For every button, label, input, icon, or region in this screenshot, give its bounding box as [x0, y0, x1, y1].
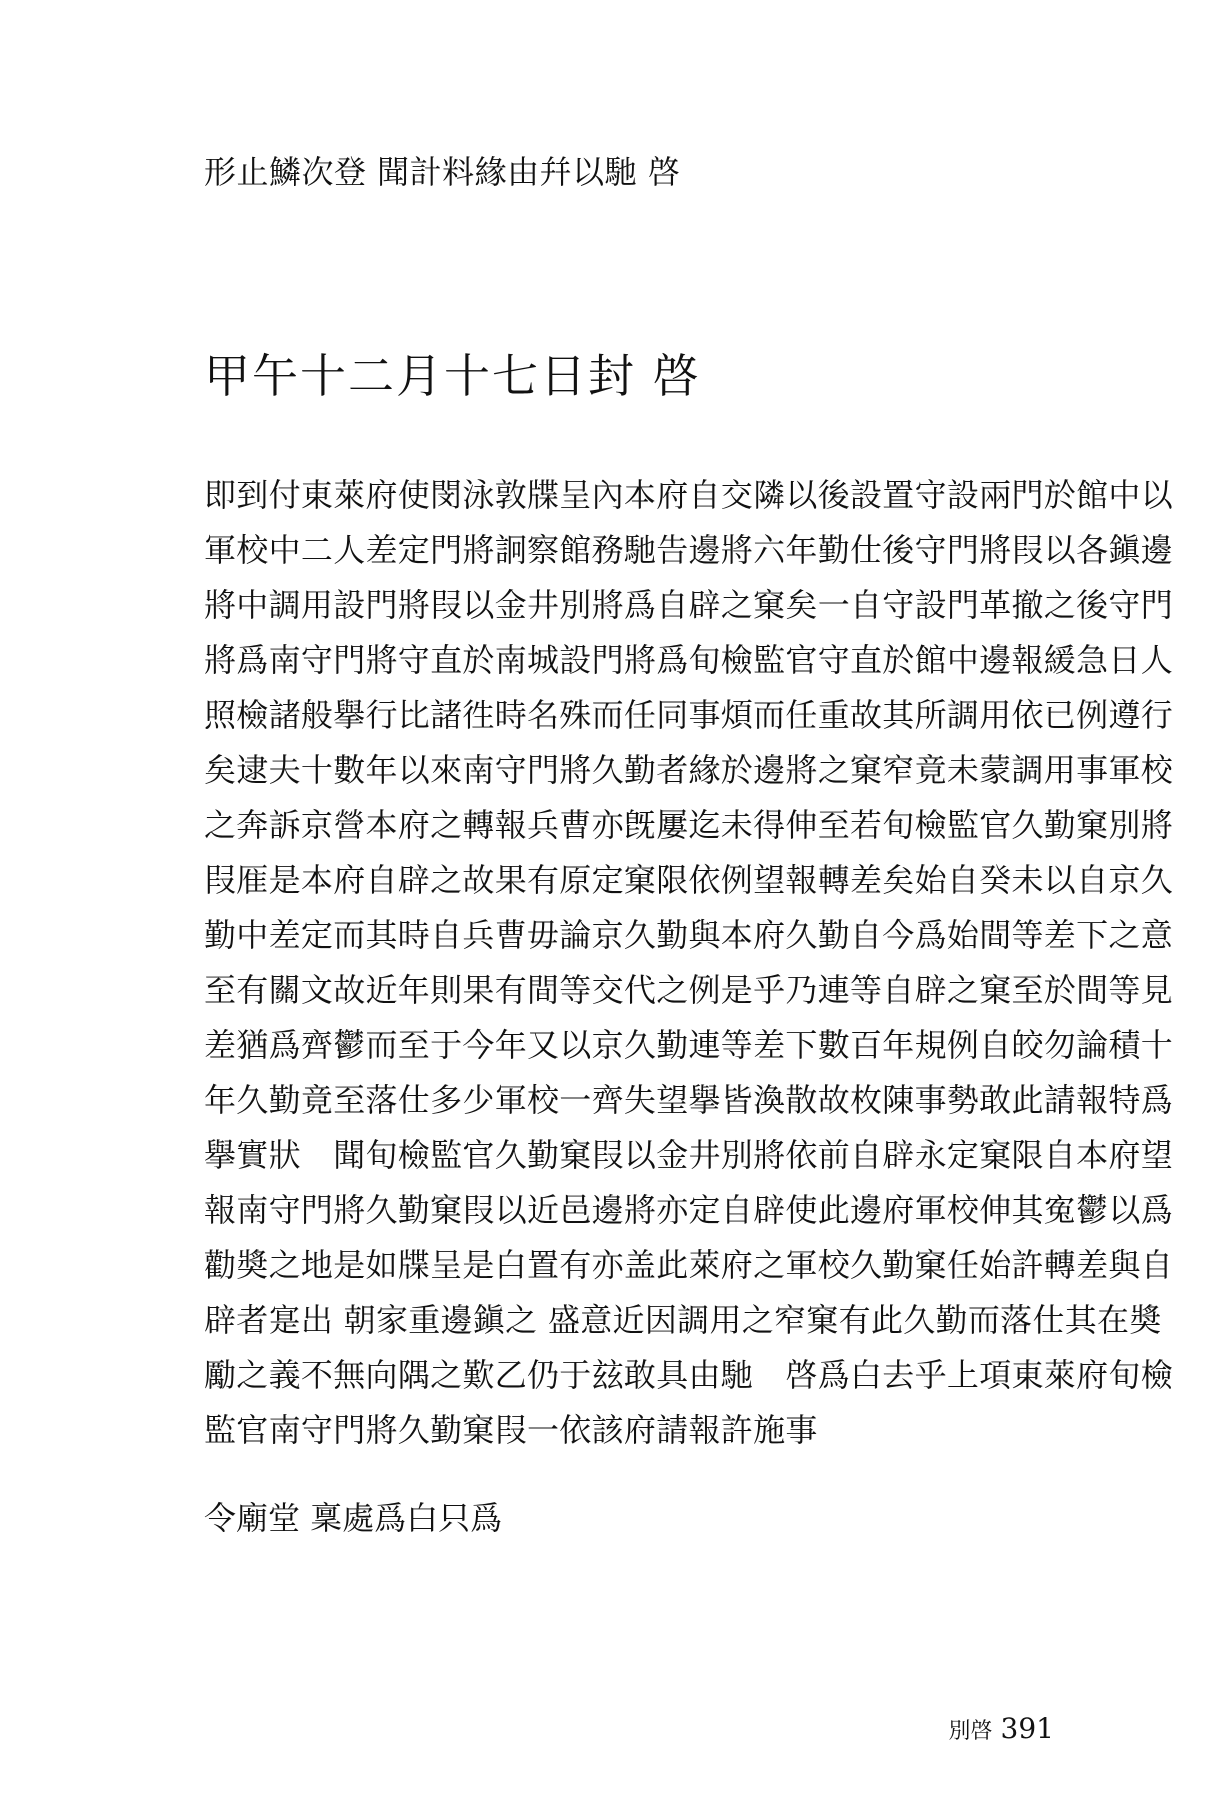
body-line: 矣逮夫十數年以來南守門將久勤者緣於邊將之窠窄竟未蒙調用事軍校 [204, 751, 1174, 789]
body-line: 勤中差定而其時自兵曹毋論京久勤與本府久勤自今爲始間等差下之意 [204, 916, 1174, 954]
header-line: 形止鱗次登 聞計料緣由幷以馳 啓 [204, 153, 681, 191]
body-line: 報南守門將久勤窠叚以近邑邊將亦定自辟使此邊府軍校伸其寃鬱以爲 [204, 1191, 1174, 1229]
footer-section-label: 別啓 [948, 1719, 993, 1744]
body-line: 監官南守門將久勤窠叚一依該府請報許施事 [204, 1411, 818, 1449]
closing-line: 令廟堂 稟處爲白只爲 [204, 1499, 503, 1537]
page-number: 391 [1000, 1712, 1054, 1745]
body-line: 軍校中二人差定門將詗察館務馳告邊將六年勤仕後守門將叚以各鎭邊 [204, 531, 1174, 569]
body-line: 辟者寔出 朝家重邊鎭之 盛意近因調用之窄窠有此久勤而落仕其在奬 [204, 1301, 1162, 1339]
body-line: 照檢諸般擧行比諸徃時名殊而任同事煩而任重故其所調用依已例遵行 [204, 696, 1174, 734]
body-line: 勸奬之地是如牒呈是白置有亦盖此萊府之軍校久勤窠任始許轉差與自 [204, 1246, 1174, 1284]
body-line: 勵之義不無向隅之歎乙仍于玆敢具由馳 啓爲白去乎上項東萊府旬檢 [204, 1356, 1174, 1394]
body-line: 將爲南守門將守直於南城設門將爲旬檢監官守直於館中邊報緩急日人 [204, 641, 1174, 679]
body-line: 即到付東萊府使閔泳敦牒呈內本府自交隣以後設置守設兩門於館中以 [204, 476, 1174, 514]
body-text [204, 468, 1174, 1458]
body-line: 將中調用設門將叚以金井別將爲自辟之窠矣一自守設門革撤之後守門 [204, 586, 1174, 624]
body-line: 擧實狀 聞旬檢監官久勤窠叚以金井別將依前自辟永定窠限自本府望 [204, 1136, 1174, 1174]
page-footer [949, 1712, 1054, 1749]
body-line: 至有關文故近年則果有間等交代之例是乎乃連等自辟之窠至於間等見 [204, 971, 1174, 1009]
body-line: 差猶爲齊鬱而至于今年又以京久勤連等差下數百年規例自皎勿論積十 [204, 1026, 1174, 1064]
body-line: 之奔訴京營本府之轉報兵曹亦旣屢迄未得伸至若旬檢監官久勤窠別將 [204, 806, 1174, 844]
body-line: 叚㕍是本府自辟之故果有原定窠限依例望報轉差矣始自癸未以自京久 [204, 861, 1174, 899]
section-title: 甲午十二月十七日封 啓 [204, 349, 701, 403]
body-line: 年久勤竟至落仕多少軍校一齊失望擧皆渙散故枚陳事勢敢此請報特爲 [204, 1081, 1174, 1119]
